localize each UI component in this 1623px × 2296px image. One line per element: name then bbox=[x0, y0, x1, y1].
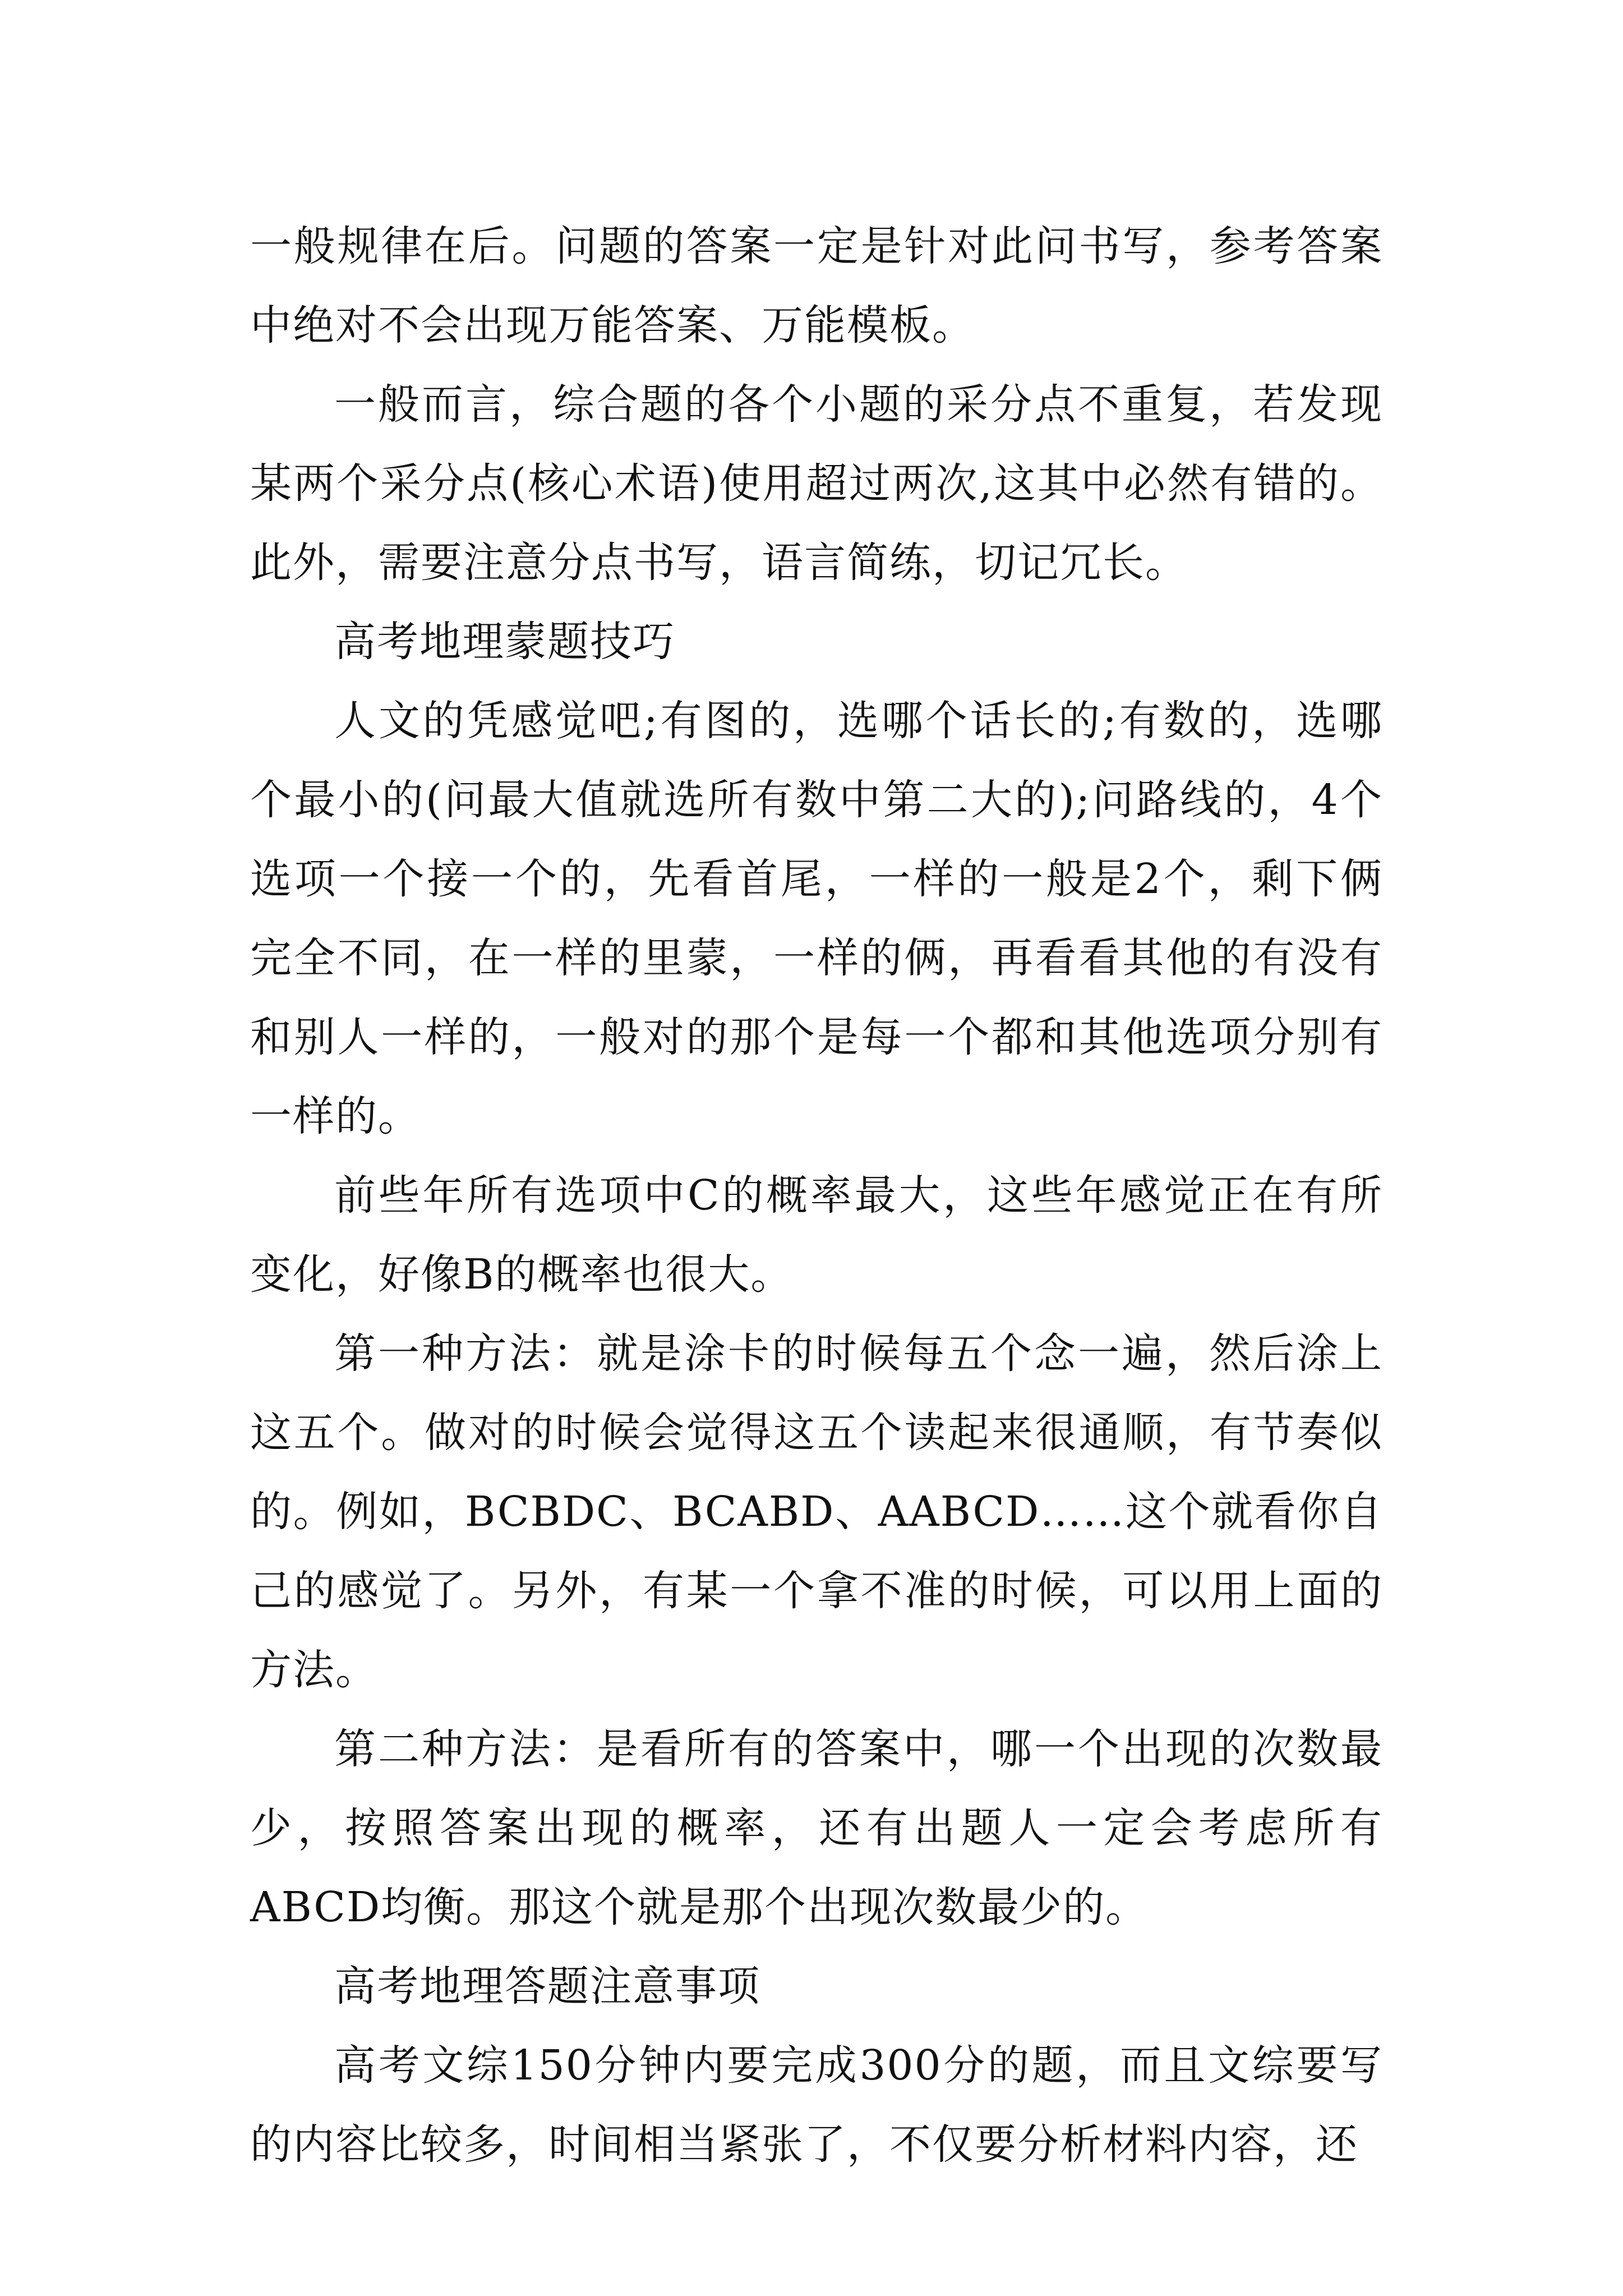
paragraph-guessing-rules: 人文的凭感觉吧;有图的，选哪个话长的;有数的，选哪个最小的(问最大值就选所有数中第二大的);问路线的，4个选项一个接一个的，先看首尾，一样的一般是2个，剩下俩完全不同，在一样的里蒙，一样的俩，再看看其他的有没有和别人一样的，一般对的那个是每一个都和其他选项分别有一样的。 bbox=[250, 697, 1384, 1140]
paragraph-time-pressure: 高考文综150分钟内要完成300分的题，而且文综要写的内容比较多，时间相当紧张了，不仅要分析材料内容，还 bbox=[250, 2041, 1383, 2169]
paragraph-method-two: 第二种方法：是看所有的答案中，哪一个出现的次数最少，按照答案出现的概率，还有出题人一定会考虑所有ABCD均衡。那这个就是那个出现次数最少的。 bbox=[250, 1725, 1383, 1931]
section-heading-notes: 高考地理答题注意事项 bbox=[334, 1962, 760, 2010]
paragraph-method-one: 第一种方法：就是涂卡的时候每五个念一遍，然后涂上这五个。做对的时候会觉得这五个读起来很通顺，有节奏似的。例如，BCBDC、BCABD、AABCD……这个就看你自己的感觉了。另外，有某一个拿不准的时候，可以用上面的方法。 bbox=[250, 1329, 1383, 1694]
paragraph-continuation: 一般规律在后。问题的答案一定是针对此问书写，参考答案中绝对不会出现万能答案、万能模板。 bbox=[250, 222, 1383, 349]
paragraph-option-probability: 前些年所有选项中C的概率最大，这些年感觉正在有所变化，好像B的概率也很大。 bbox=[250, 1171, 1383, 1299]
document-body bbox=[250, 207, 1383, 2184]
paragraph-scoring-points: 一般而言，综合题的各个小题的采分点不重复，若发现某两个采分点(核心术语)使用超过两次,这其中必然有错的。此外，需要注意分点书写，语言简练，切记冗长。 bbox=[250, 380, 1383, 587]
section-heading-guessing-tips: 高考地理蒙题技巧 bbox=[334, 618, 675, 666]
